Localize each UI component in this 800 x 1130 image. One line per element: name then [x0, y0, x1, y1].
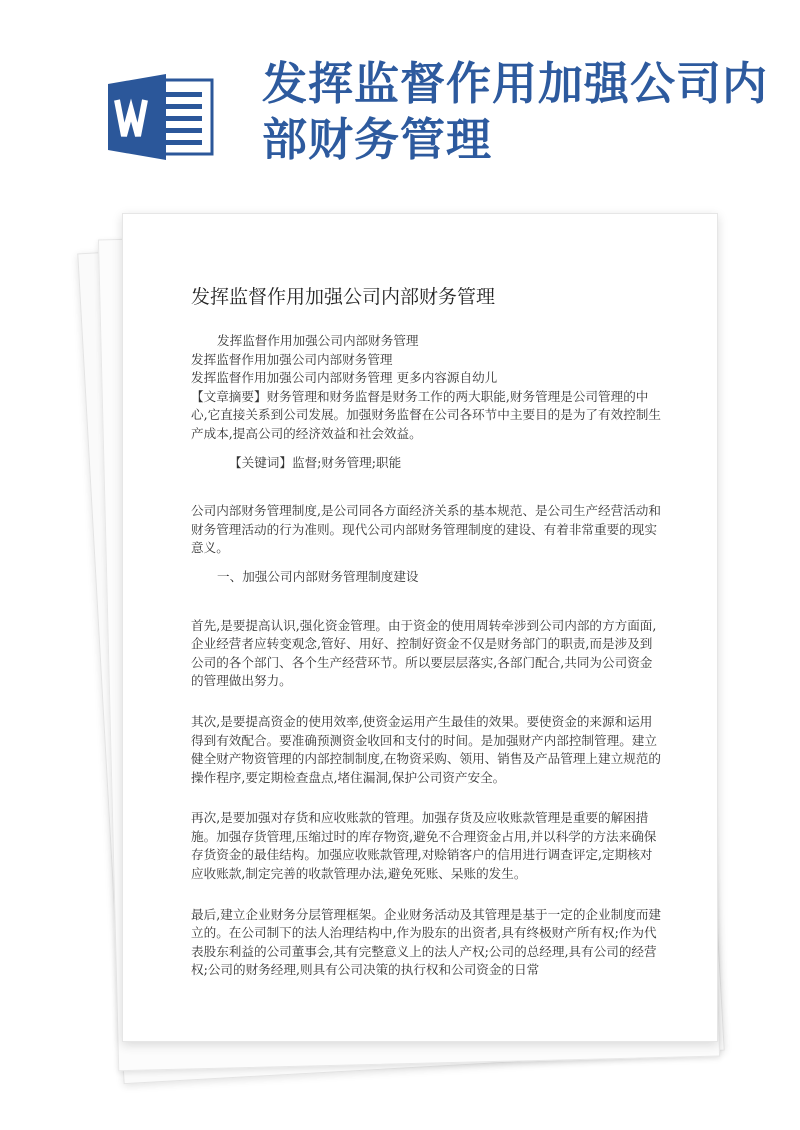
body-paragraph: 首先,是要提高认识,强化资金管理。由于资金的使用周转牵涉到公司内部的方方面面,企业经营者应转变观念,管好、用好、控制好资金不仅是财务部门的职责,而是涉及到公司的各个部门、各个生产经营环节。所以要层层落实,各部门配合,共同为公司资金的管理做出努力。 — [191, 617, 657, 689]
body-paragraph: 最后,建立企业财务分层管理框架。企业财务活动及其管理是基于一定的企业制度而建立的。在公司制下的法人治理结构中,作为股东的出资者,具有终极财产所有权;作为代表股东利益的公司董事会,其有完整意义上的法人产权;公司的总经理,具有公司的经营权;公司的财务经理,则具有公司决策的执行权和公司资金的日常 — [191, 906, 661, 978]
document-line: 发挥监督作用加强公司内部财务管理 更多内容源自幼儿 — [191, 370, 498, 386]
document-page — [122, 213, 718, 1042]
header-banner — [0, 0, 800, 200]
intro-paragraph: 公司内部财务管理制度,是公司同各方面经济关系的基本规范、是公司生产经营活动和财务管理活动的行为准则。现代公司内部财务管理制度的建设、有着非常重要的现实意义。 — [191, 503, 661, 556]
abstract-paragraph: 【文章摘要】财务管理和财务监督是财务工作的两大职能,财务管理是公司管理的中心,它直接关系到公司发展。加强财务监督在公司各环节中主要目的是为了有效控制生产成本,提高公司的经济效益和社会效益。 — [191, 388, 661, 441]
document-title: 发挥监督作用加强公司内部财务管理 — [191, 286, 496, 308]
body-paragraph: 再次,是要加强对存货和应收账款的管理。加强存货及应收账款管理是重要的解困措施。加强存货管理,压缩过时的库存物资,避免不合理资金占用,并以科学的方法来确保存货资金的最佳结构。加强应收账款管理,对赊销客户的信用进行调查评定,定期核对应收账款,制定完善的收款管理办法,避免死账、呆账的发生。 — [191, 810, 657, 882]
keywords-line: 【关键词】监督;财务管理;职能 — [229, 454, 402, 470]
document-line: 发挥监督作用加强公司内部财务管理 — [191, 351, 393, 367]
body-paragraph: 其次,是要提高资金的使用效率,使资金运用产生最佳的效果。要使资金的来源和运用得到有效配合。要准确预测资金收回和支付的时间。是加强财产内部控制管理。建立健全财产物资管理的内部控制制度,在物资采购、领用、销售及产品管理上建立规范的操作程序,要定期检查盘点,堵住漏洞,保护公司资产安全。 — [191, 713, 661, 785]
document-body — [191, 332, 663, 980]
section-heading: 一、加强公司内部财务管理制度建设 — [217, 568, 419, 584]
word-document-icon — [108, 74, 218, 160]
banner-title: 发挥监督作用加强公司内部财务管理 — [262, 57, 769, 166]
document-line: 发挥监督作用加强公司内部财务管理 — [217, 333, 419, 348]
